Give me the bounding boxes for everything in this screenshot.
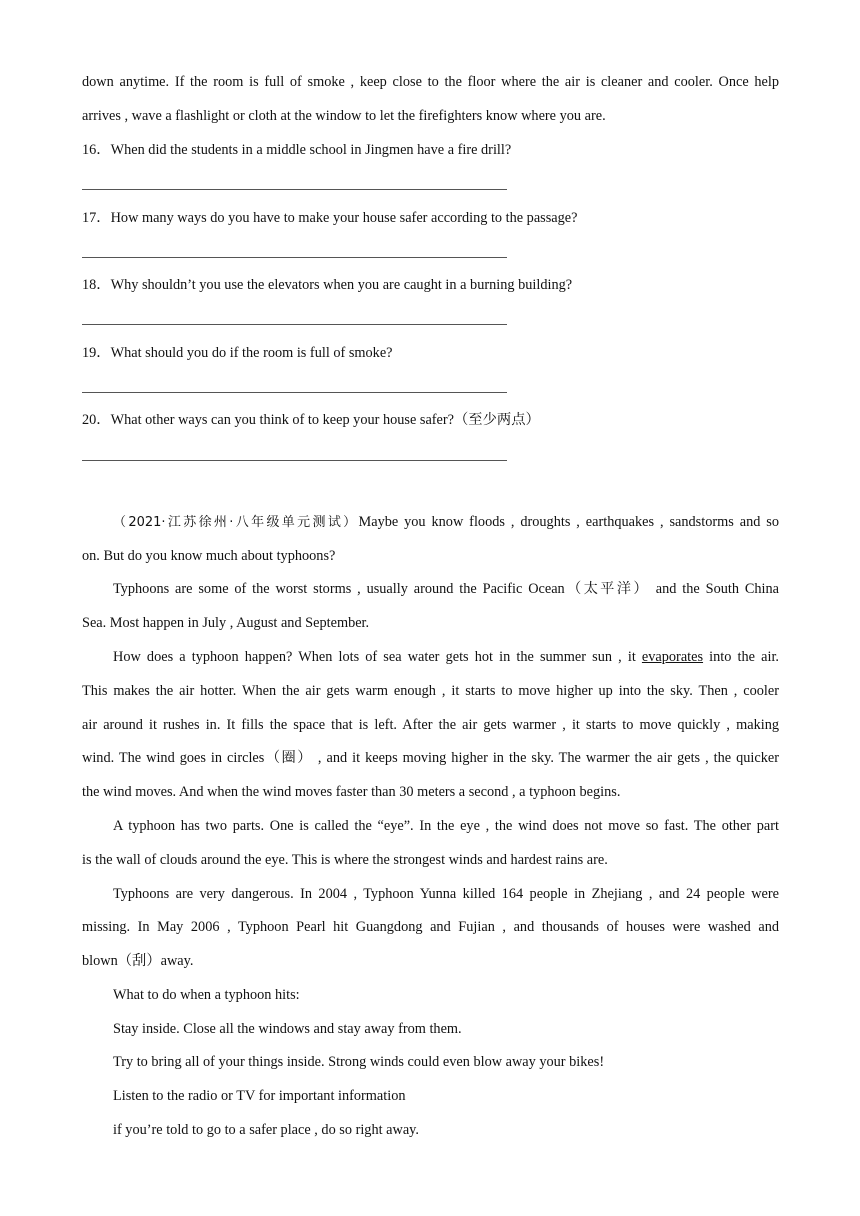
passage-text-line: arrives , wave a flashlight or cloth at the window to let the firefighters know where you are. (82, 108, 606, 124)
passage-text: How does a typhoon happen? When lots of sea water gets hot in the summer sun , it (113, 649, 642, 665)
question-text: What other ways can you think of to keep your house safer?（至少两点） (110, 412, 540, 428)
passage-text-line: if you’re told to go to a safer place , do so right away. (113, 1122, 419, 1138)
answer-blank-16[interactable] (82, 189, 507, 190)
answer-blank-19[interactable] (82, 392, 507, 393)
passage-text-line: the wind moves. And when the wind moves faster than 30 meters a second , a typhoon begins. (82, 784, 621, 800)
question-text: When did the students in a middle school in Jingmen have a fire drill? (110, 142, 512, 158)
answer-blank-20[interactable] (82, 460, 507, 461)
passage-text-line: Stay inside. Close all the windows and stay away from them. (113, 1021, 462, 1037)
passage-text-line: A typhoon has two parts. One is called the “eye”. In the eye , the wind does not move so fast. The other part (113, 818, 779, 834)
passage-paragraph-3-line (113, 648, 779, 666)
question-number: 20． (82, 412, 111, 428)
passage-text-line: on. But do you know much about typhoons? (82, 548, 336, 564)
passage-text-line: wind. The wind goes in circles（圈） , and it keeps moving higher in the sky. The warmer the air gets , the quicker (82, 750, 779, 766)
question-number: 16． (82, 142, 111, 158)
passage-text-line: What to do when a typhoon hits: (113, 987, 300, 1003)
question-20 (82, 411, 540, 429)
question-number: 17． (82, 210, 111, 226)
passage-text: into the air. (703, 649, 780, 665)
question-18 (82, 276, 572, 294)
question-text: Why shouldn’t you use the elevators when you are caught in a burning building? (110, 277, 573, 293)
passage-text-line: Sea. Most happen in July , August and September. (82, 615, 370, 631)
answer-blank-18[interactable] (82, 324, 507, 325)
question-text: How many ways do you have to make your house safer according to the passage? (110, 210, 578, 226)
passage-text-line: missing. In May 2006 , Typhoon Pearl hit Guangdong and Fujian , and thousands of houses were washed and (82, 919, 779, 935)
passage-text-line: Typhoons are very dangerous. In 2004 , Typhoon Yunna killed 164 people in Zhejiang , and 24 people were (113, 886, 779, 902)
question-number: 19． (82, 345, 111, 361)
underlined-word: evaporates (641, 649, 704, 665)
passage-text-line: is the wall of clouds around the eye. This is where the strongest winds and hardest rains are. (82, 852, 608, 868)
answer-blank-17[interactable] (82, 257, 507, 258)
question-19 (82, 344, 393, 362)
passage-text-line: down anytime. If the room is full of smoke , keep close to the floor where the air is cleaner and cooler. Once help (82, 74, 779, 90)
passage-text-line: air around it rushes in. It fills the space that is left. After the air gets warmer , it starts to move quickly , making (82, 717, 779, 733)
source-label: （2021·江苏徐州·八年级单元测试） (113, 515, 359, 530)
passage-text-line: Typhoons are some of the worst storms , usually around the Pacific Ocean（太平洋） and the South China (113, 581, 779, 597)
passage-text: Maybe you know floods , droughts , earthquakes , sandstorms and so (358, 514, 779, 530)
question-number: 18． (82, 277, 111, 293)
passage-text-line: Try to bring all of your things inside. Strong winds could even blow away your bikes! (113, 1054, 605, 1070)
question-text: What should you do if the room is full of smoke? (110, 345, 393, 361)
passage-text-line: This makes the air hotter. When the air gets warm enough , it starts to move higher up into the sky. Then , cooler (82, 683, 779, 699)
passage-text-line: Listen to the radio or TV for important information (113, 1088, 406, 1104)
question-16 (82, 141, 511, 159)
passage-text-line: blown（刮）away. (82, 953, 194, 969)
question-17 (82, 209, 577, 227)
passage-paragraph-1-line (113, 513, 779, 532)
